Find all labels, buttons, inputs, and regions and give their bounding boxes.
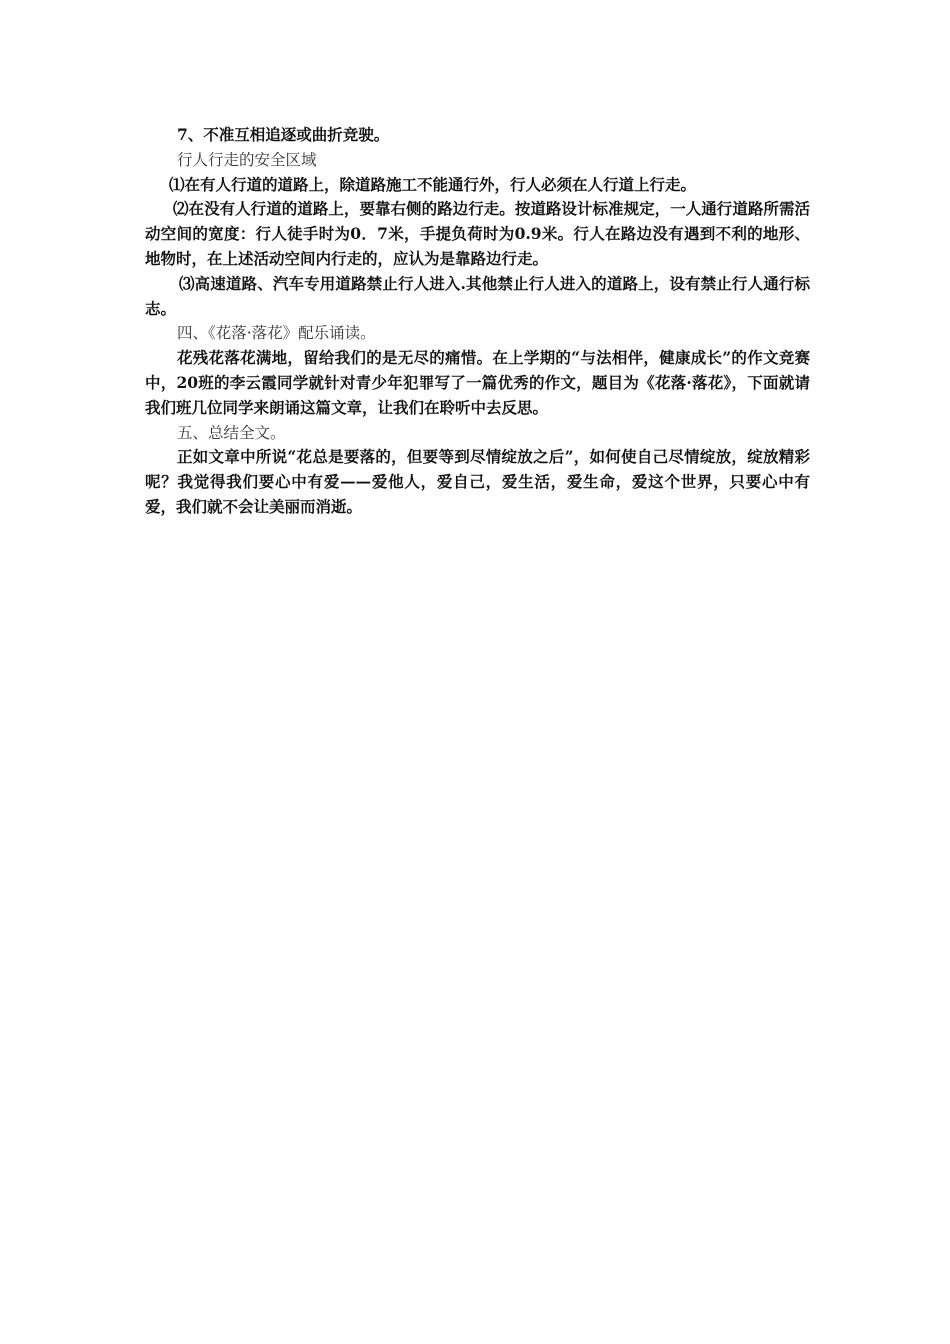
pedestrian-rule-2-paragraph: ⑵在没有人行道的道路上，要靠右侧的路边行走。按道路设计标准规定，一人通行道路所需活动空间的宽度：行人徒手时为0．7米，手提负荷时为0.9米。行人在路边没有遇到不利的地形、地物时，在上述活动空间内行走的，应认为是靠路边行走。 [145, 199, 810, 268]
summary-paragraph: 正如文章中所说“花总是要落的，但要等到尽情绽放之后”，如何使自己尽情绽放，绽放精彩呢？我觉得我们要心中有爱——爱他人，爱自己，爱生活，爱生命，爱这个世界，只要心中有爱，我们就不会让美丽而消逝。 [145, 447, 810, 516]
recitation-paragraph: 花残花落花满地，留给我们的是无尽的痛惜。在上学期的“与法相伴，健康成长”的作文竞赛中，20班的李云霞同学就针对青少年犯罪写了一篇优秀的作文，题目为《花落·落花》，下面就请我们班几位同学来朗诵这篇文章，让我们在聆听中去反思。 [145, 348, 810, 417]
pedestrian-rule-1-paragraph: ⑴在有人行道的道路上，除道路施工不能通行外，行人必须在人行道上行走。 [169, 174, 697, 194]
section-heading-summary: 五、总结全文。 [177, 423, 286, 442]
pedestrian-rule-3-paragraph: ⑶高速道路、汽车专用道路禁止行人进入.其他禁止行人进入的道路上，设有禁止行人通行标志。 [145, 273, 810, 318]
document-body [145, 123, 810, 520]
rule-7-paragraph: 7、不准互相追逐或曲折竞驶。 [177, 125, 390, 144]
section-heading-recitation: 四、《花落·落花》配乐诵读。 [177, 324, 376, 343]
section-heading-pedestrian-area: 行人行走的安全区域 [177, 150, 317, 169]
